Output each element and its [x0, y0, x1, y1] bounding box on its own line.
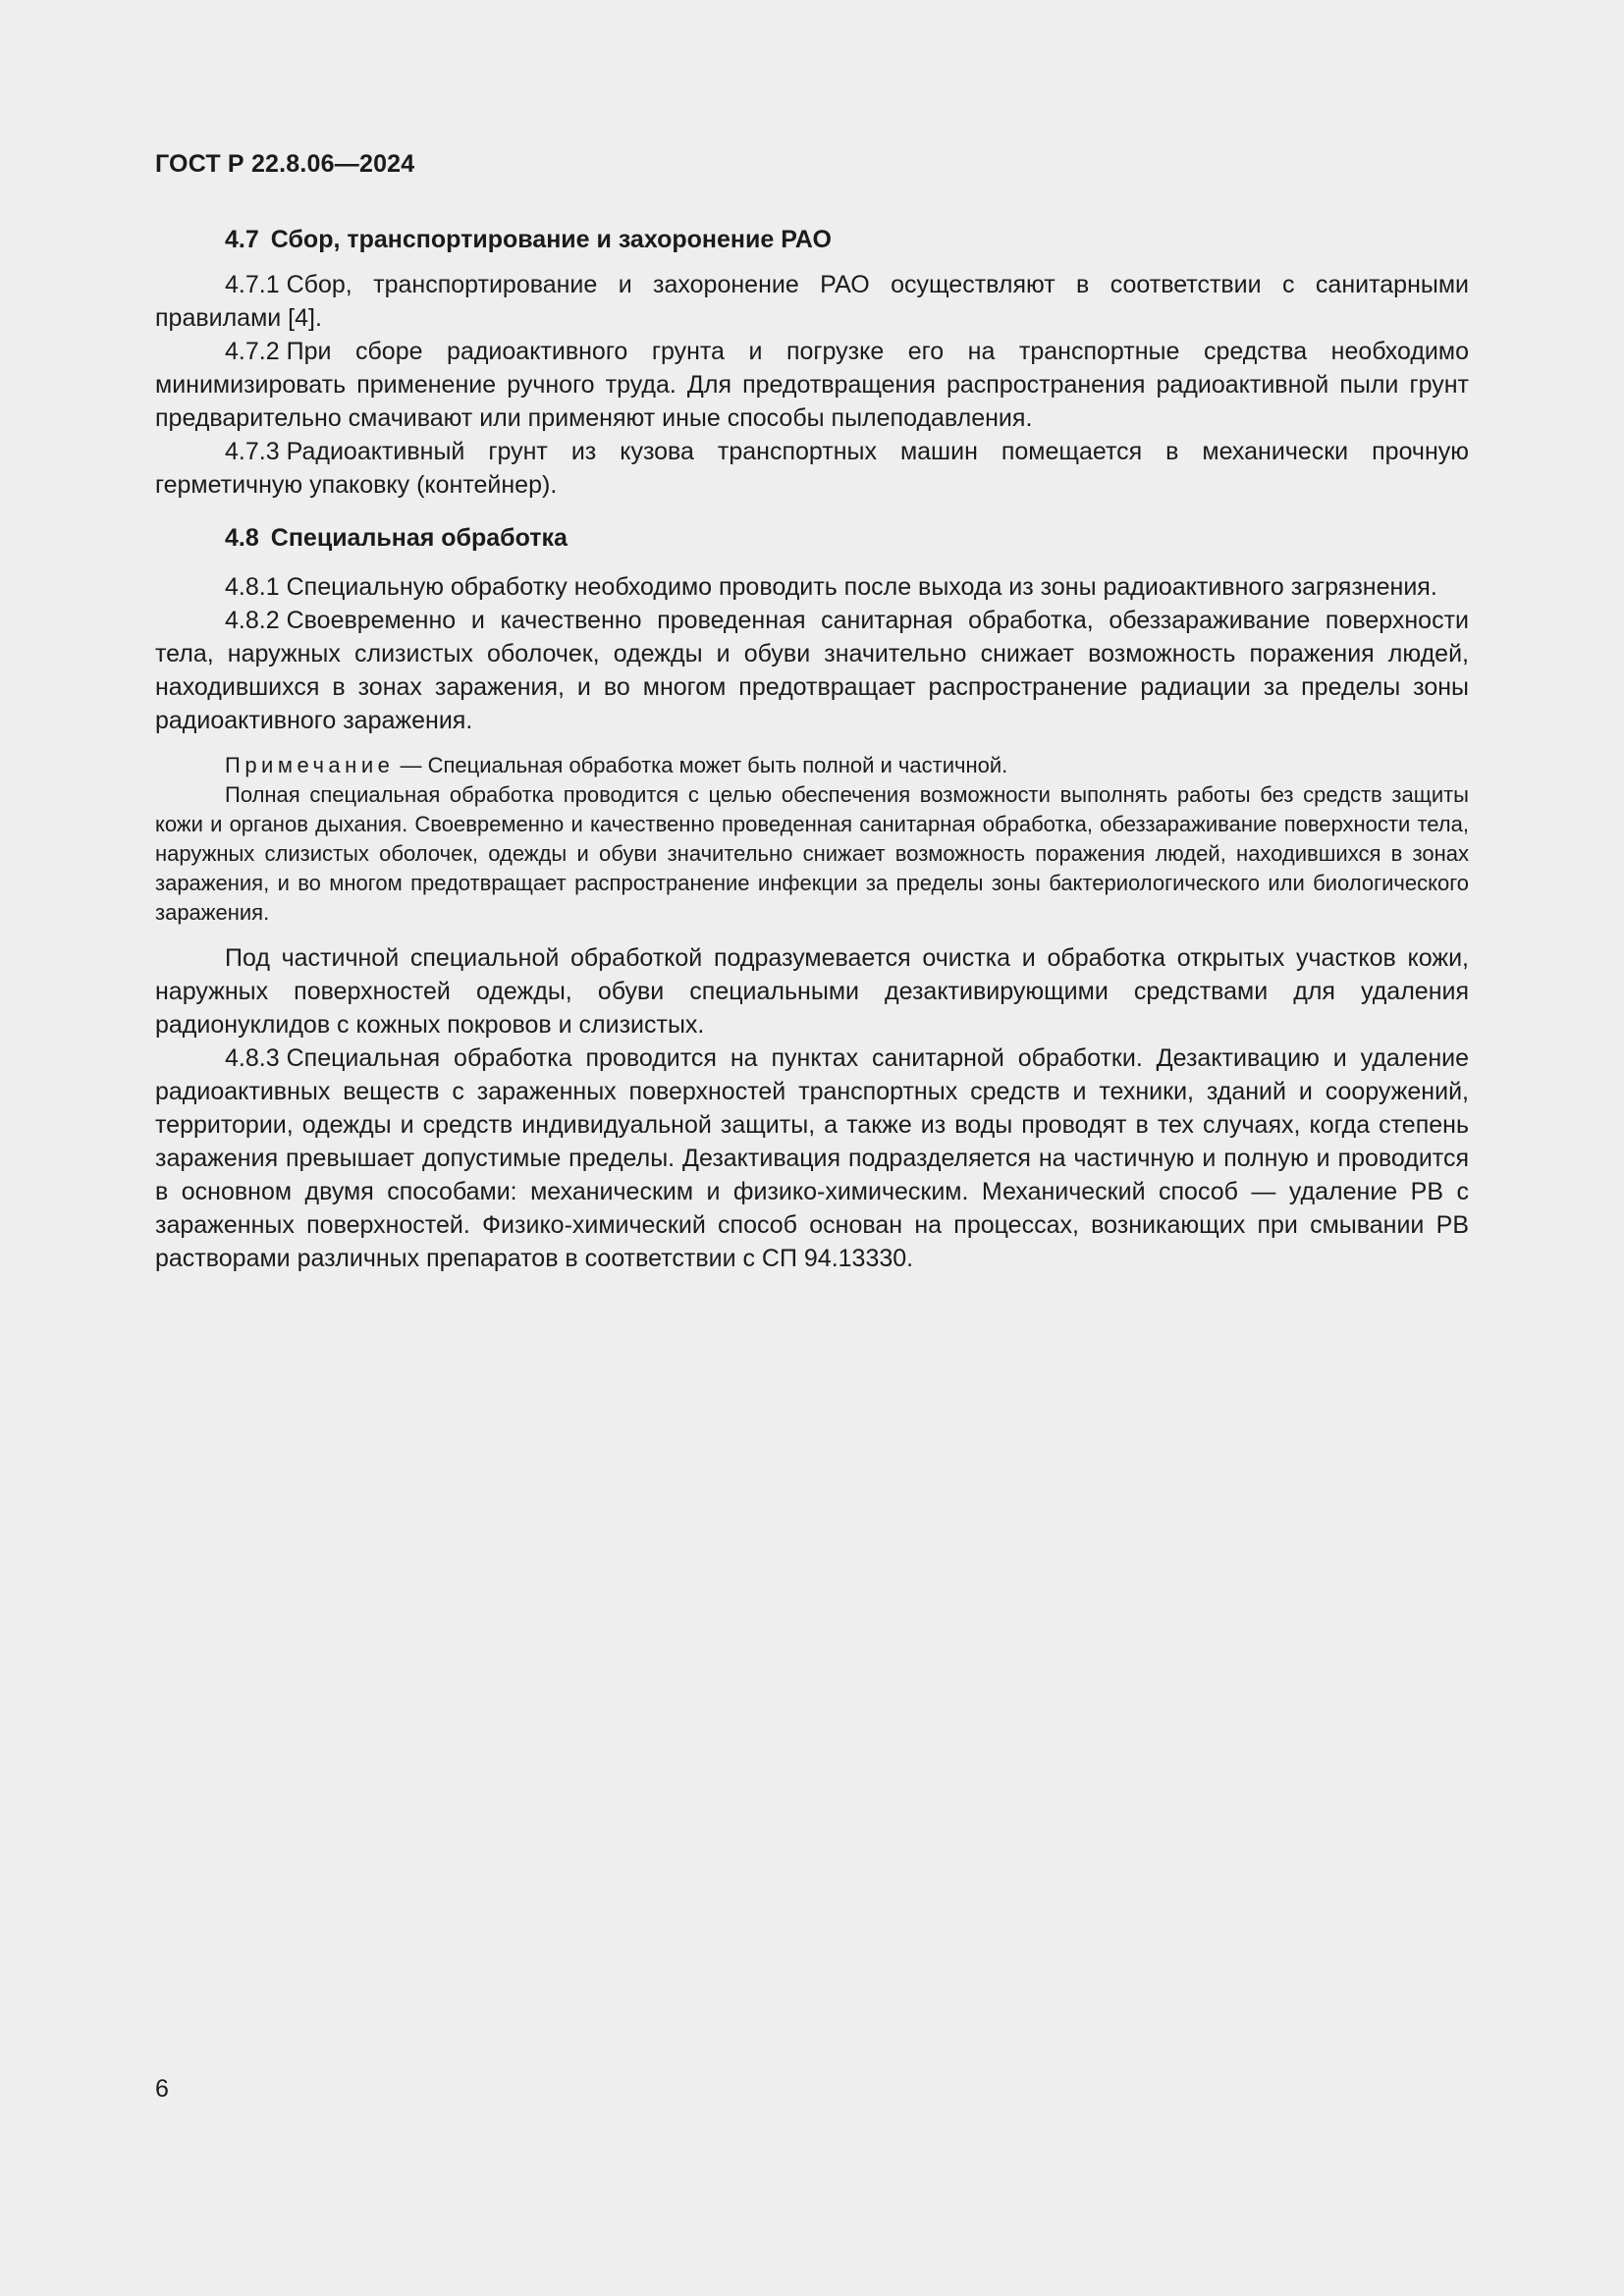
clause-text: При сборе радиоактивного грунта и погрузке его на транспортные средства необходимо минимизировать применение ручного труда. Для предотвращения распространения радиоактивной пыли грунт предварительно смачивают или применяют иные способы пылеподавления.: [155, 338, 1469, 432]
document-body: [155, 223, 1469, 1275]
note-block: [155, 751, 1469, 928]
clause-number: 4.7.3: [225, 438, 280, 465]
clause-text: Сбор, транспортирование и захоронение РАО осуществляют в соответствии с санитарными правилами [4].: [155, 271, 1469, 332]
note-first-line: [155, 751, 1469, 780]
note-paragraph: Полная специальная обработка проводится с целью обеспечения возможности выполнять работы без средств защиты кожи и органов дыхания. Своевременно и качественно проведенная санитарная обработка, обеззараживание поверхности тела, наружных слизистых оболочек, одежды и обуви значительно снижает возможность поражения людей, находившихся в зонах заражения, и во многом предотвращает распространение инфекции за пределы зоны бактериологического или биологического заражения.: [155, 782, 1469, 925]
clause-text: Своевременно и качественно проведенная санитарная обработка, обеззараживание поверхности тела, наружных слизистых оболочек, одежды и обуви значительно снижает возможность поражения людей, находившихся в зонах заражения, и во многом предотвращает распространение радиации за пределы зоны радиоактивного заражения.: [155, 607, 1469, 734]
section-title: Специальная обработка: [270, 524, 568, 552]
clause-number: 4.8.3: [225, 1044, 280, 1072]
clause-number: 4.7.1: [225, 271, 280, 298]
clause-text: Специальная обработка проводится на пунктах санитарной обработки. Дезактивацию и удаление радиоактивных веществ с зараженных поверхностей транспортных средств и техники, зданий и сооружений, территории, одежды и средств индивидуальной защиты, а также из воды проводят в тех случаях, когда степень заражения превышает допустимые пределы. Дезактивация подразделяется на частичную и полную и проводится в основном двумя способами: механическим и физико-химическим. Механический способ — удаление РВ с зараженных поверхностей. Физико-химический способ основан на процессах, возникающих при смывании РВ растворами различных препаратов в соответствии с СП 94.13330.: [155, 1044, 1469, 1272]
section-heading-4-7: [155, 223, 1469, 256]
section-title: Сбор, транспортирование и захоронение РАО: [270, 226, 832, 253]
note-label: Примечание: [225, 753, 395, 777]
section-number: 4.7: [225, 226, 259, 253]
clause-4-8-3: [155, 1041, 1469, 1275]
section-number: 4.8: [225, 524, 259, 552]
clause-4-8-2: [155, 604, 1469, 737]
section-heading-4-8: [155, 521, 1469, 555]
clause-text: Специальную обработку необходимо проводить после выхода из зоны радиоактивного загрязнения.: [286, 573, 1437, 601]
clause-number: 4.7.2: [225, 338, 280, 365]
partial-treatment-paragraph: Под частичной специальной обработкой подразумевается очистка и обработка открытых участков кожи, наружных поверхностей одежды, обуви специальными дезактивирующими средствами для удаления радионуклидов с кожных покровов и слизистых.: [155, 944, 1469, 1039]
document-code-header: ГОСТ Р 22.8.06—2024: [155, 150, 415, 178]
note-first-text: Специальная обработка может быть полной и частичной.: [427, 753, 1008, 777]
clause-text: Радиоактивный грунт из кузова транспортных машин помещается в механически прочную герметичную упаковку (контейнер).: [155, 438, 1469, 499]
clause-4-8-1: [155, 570, 1469, 604]
note-dash: —: [394, 753, 428, 777]
clause-4-7-1: [155, 268, 1469, 335]
clause-4-7-2: [155, 335, 1469, 435]
page-number: 6: [155, 2075, 169, 2103]
clause-number: 4.8.1: [225, 573, 280, 601]
clause-number: 4.8.2: [225, 607, 280, 634]
clause-4-7-3: [155, 435, 1469, 502]
